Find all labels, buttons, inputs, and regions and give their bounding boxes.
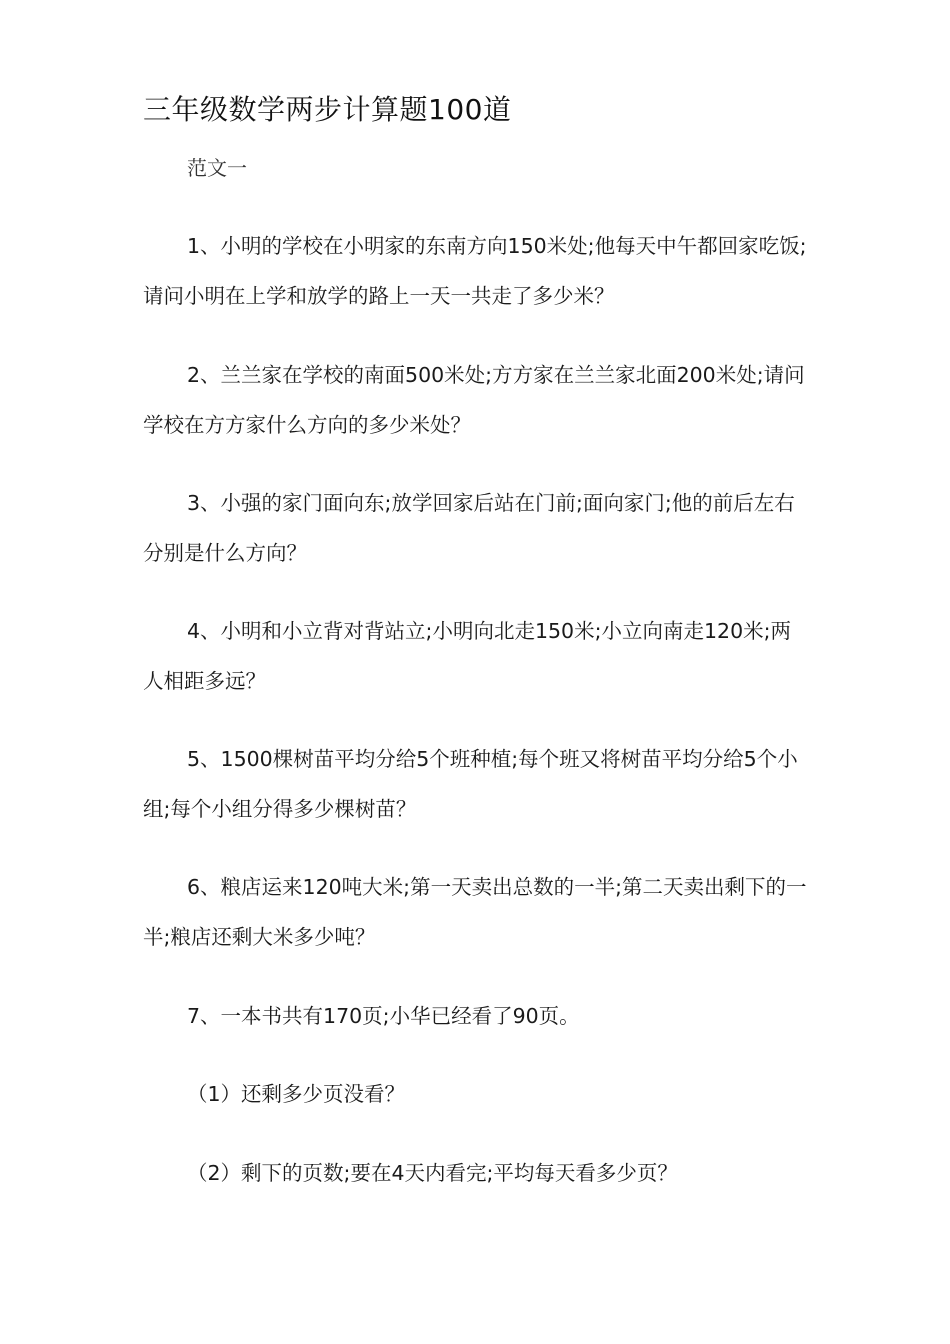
document-subtitle: 范文一 [187, 156, 247, 180]
question-5: 5、1500棵树苗平均分给5个班种植;每个班又将树苗平均分给5个小组;每个小组分得多少棵树苗？ [143, 747, 798, 821]
question-4: 4、小明和小立背对背站立;小明向北走150米;小立向南走120米;两人相距多远？ [143, 619, 792, 693]
question-3: 3、小强的家门面向东;放学回家后站在门前;面向家门;他的前后左右分别是什么方向？ [143, 491, 795, 565]
question-2: 2、兰兰家在学校的南面500米处;方方家在兰兰家北面200米处;请问学校在方方家什么方向的多少米处？ [143, 363, 805, 437]
question-6: 6、粮店运来120吨大米;第一天卖出总数的一半;第二天卖出剩下的一半;粮店还剩大米多少吨？ [143, 875, 807, 949]
sub-question-1: （1）还剩多少页没看？ [187, 1082, 406, 1106]
sub-question-2: （2）剩下的页数;要在4天内看完;平均每天看多少页？ [187, 1161, 678, 1185]
question-7: 7、一本书共有170页;小华已经看了90页。 [187, 1004, 580, 1028]
question-1: 1、小明的学校在小明家的东南方向150米处;他每天中午都回家吃饭;请问小明在上学和放学的路上一天一共走了多少米？ [143, 234, 807, 308]
document-title: 三年级数学两步计算题100道 [143, 93, 512, 126]
